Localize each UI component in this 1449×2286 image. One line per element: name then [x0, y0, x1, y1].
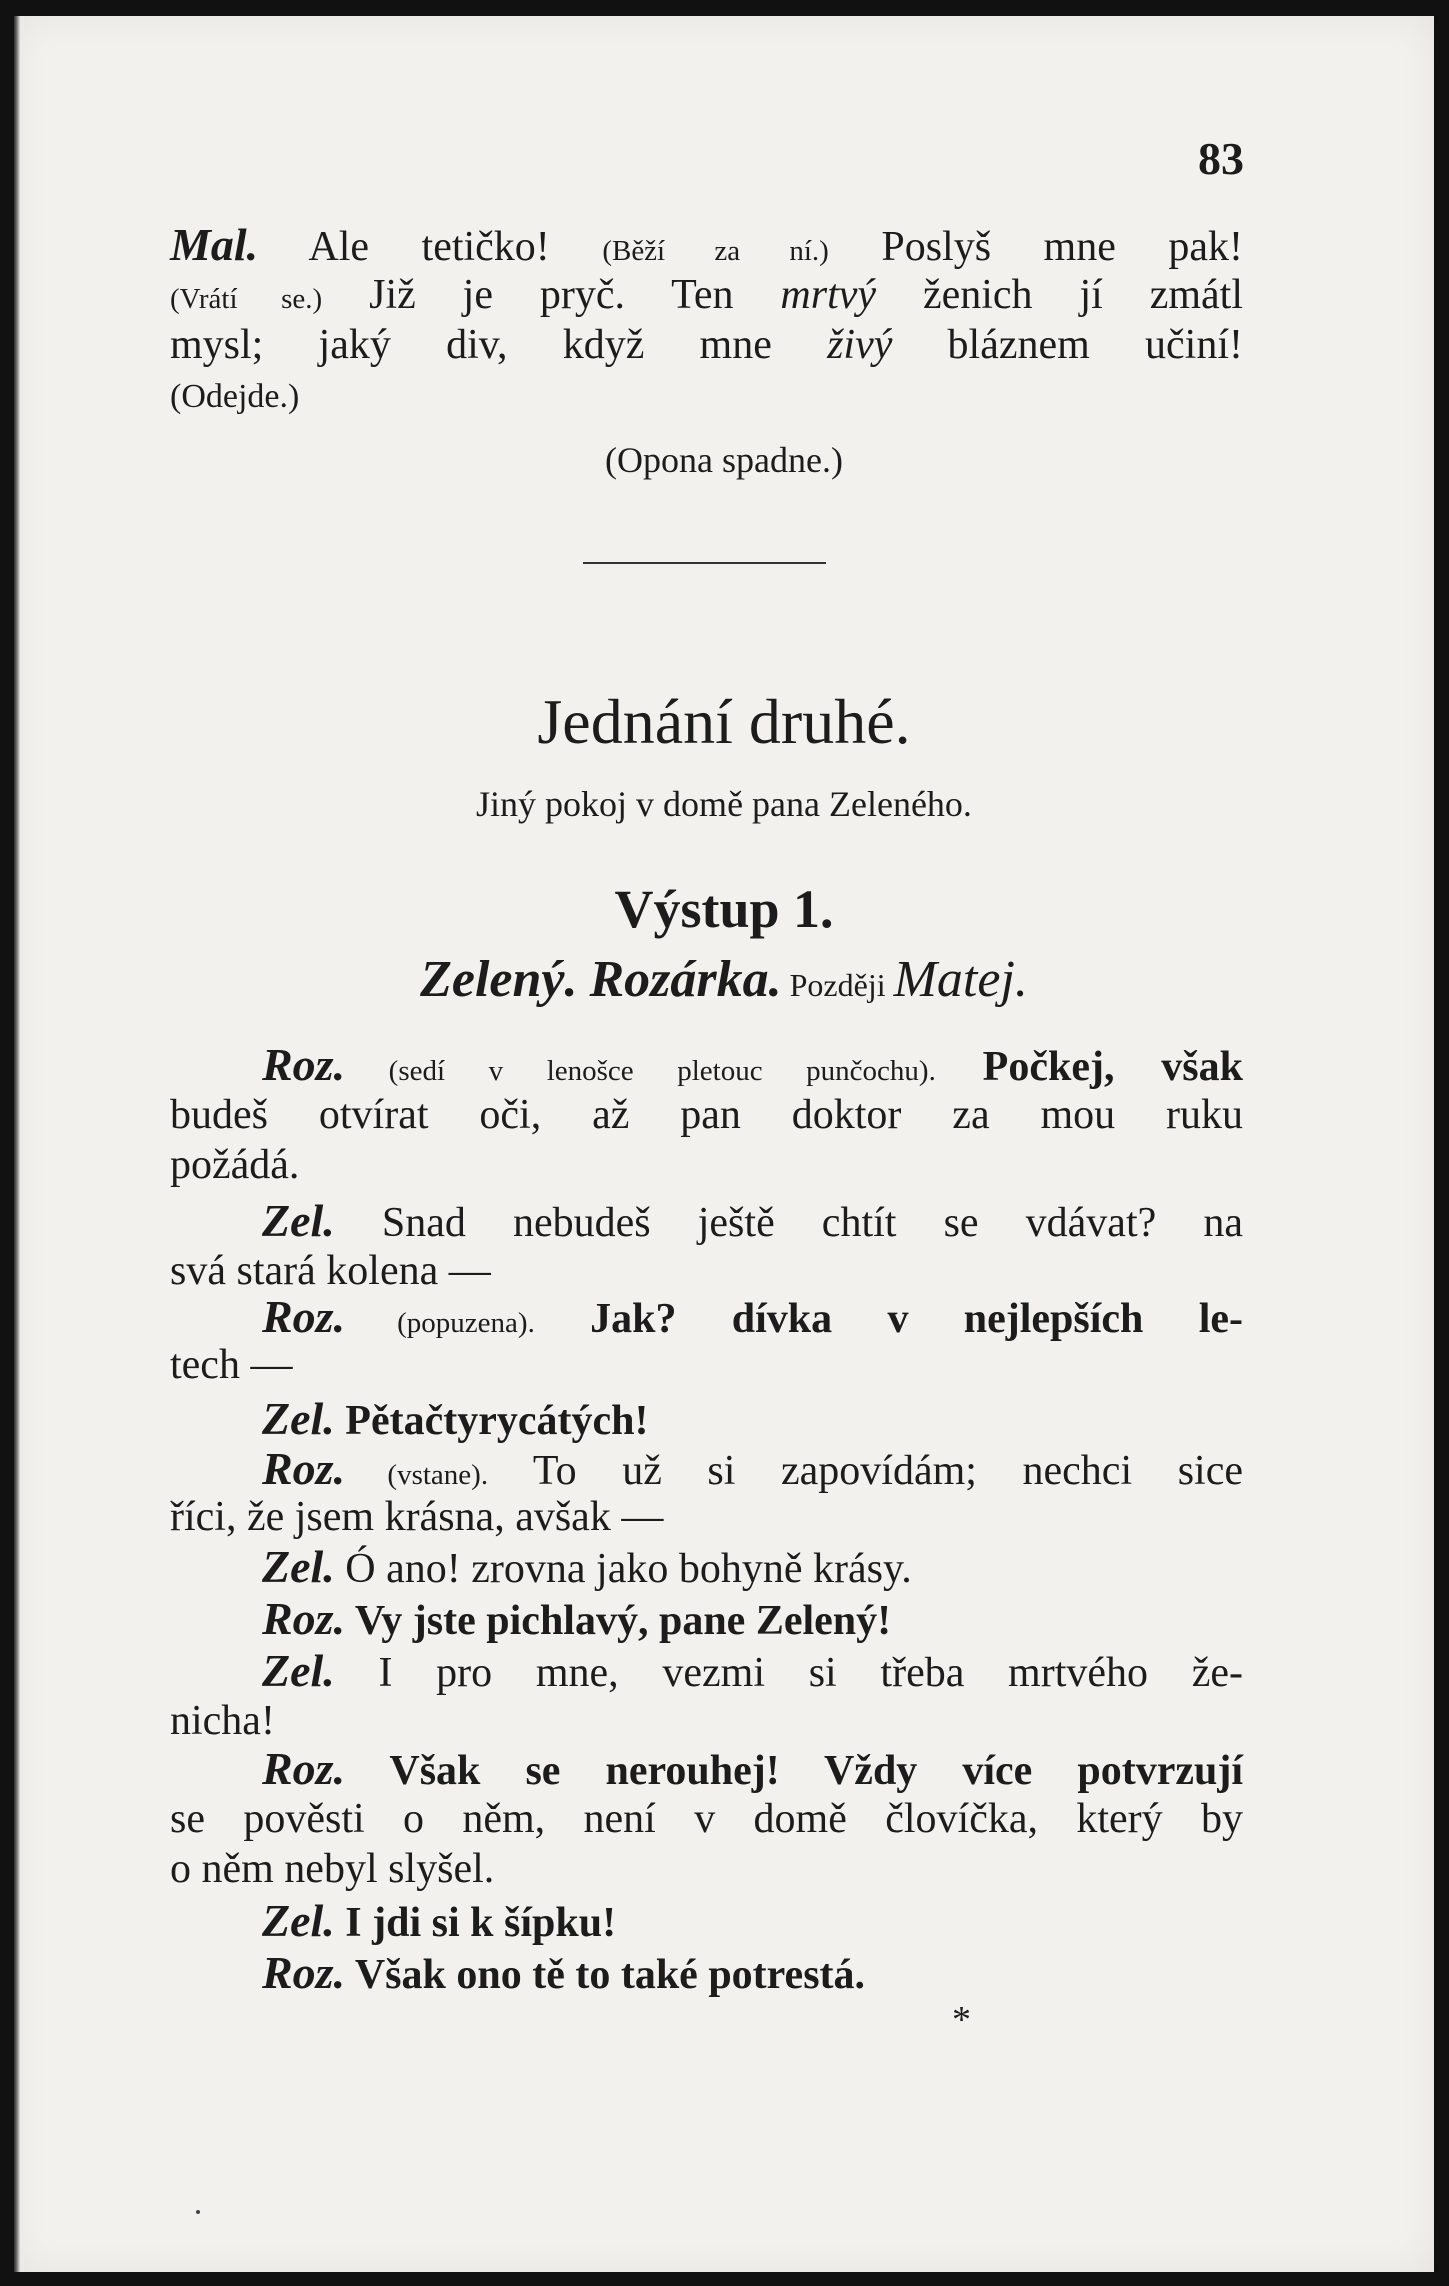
speaker-name: Roz.: [262, 1039, 346, 1090]
dialogue-line: tech —: [170, 1342, 293, 1388]
dialogue-line: Roz. (sedí v lenošce pletouc punčochu). Počkej, však: [262, 1039, 1243, 1090]
stage-direction: (Běží za ní.): [602, 235, 829, 267]
dialogue-line: budeš otvírat oči, až pan doktor za mou ruku: [170, 1092, 1243, 1138]
speaker-name: Roz.: [262, 1947, 346, 1998]
stage-direction: (Odejde.): [170, 378, 300, 415]
speaker-name: Zel.: [262, 1393, 335, 1444]
speaker-name: Roz.: [262, 1443, 346, 1494]
dialogue-line: mysl; jaký div, když mne živý bláznem učiní!: [170, 322, 1243, 368]
speaker-name: Zel.: [262, 1645, 335, 1696]
speaker-name: Roz.: [262, 1743, 346, 1794]
curtain-direction: (Opona spadne.): [605, 440, 843, 480]
page-number: 83: [1198, 133, 1244, 184]
dialogue-line: Roz. Však se nerouhej! Vždy více potvrzují: [262, 1743, 1243, 1794]
dialogue-line: Zel. Snad nebudeš ještě chtít se vdávat? na: [262, 1195, 1243, 1246]
speaker-name: Mal.: [170, 219, 259, 270]
speaker-name: Zel.: [262, 1541, 335, 1592]
speaker-name: Roz.: [262, 1593, 346, 1644]
page-left-edge: [14, 16, 20, 2272]
dialogue-line: Zel. Pětačtyrycátých!: [262, 1393, 649, 1444]
stage-direction: (Vrátí se.): [170, 283, 323, 315]
dialogue-line: Roz. Vy jste pichlavý, pane Zelený!: [262, 1593, 892, 1644]
dialogue-line: Zel. I pro mne, vezmi si třeba mrtvého že-: [262, 1645, 1243, 1696]
asterisk-mark: *: [952, 1999, 971, 2041]
book-page: [14, 16, 1434, 2272]
dialogue-line: svá stará kolena —: [170, 1248, 491, 1294]
speaker-name: Zel.: [262, 1195, 335, 1246]
cast-list: Zelený. Rozárka. Později Matej.: [420, 951, 1028, 1008]
stage-direction: (popuzena).: [345, 1307, 535, 1339]
stage-direction: (vstane).: [345, 1459, 489, 1491]
dialogue-line: říci, že jsem krásna, avšak —: [170, 1494, 664, 1540]
dialogue-line: Roz. (popuzena). Jak? dívka v nejlepších le-: [262, 1291, 1243, 1342]
dialogue-line: nicha!: [170, 1698, 275, 1744]
dialogue-line: Mal. Ale tetičko! (Běží za ní.) Poslyš mne pak!: [170, 219, 1243, 270]
act-title: Jednání druhé.: [537, 686, 911, 757]
scene-setting: Jiný pokoj v domě pana Zeleného.: [476, 784, 972, 824]
dialogue-line: Zel. Ó ano! zrovna jako bohyně krásy.: [262, 1541, 912, 1592]
stage-direction: (sedí v lenošce pletouc punčochu).: [345, 1055, 936, 1087]
section-divider: [583, 562, 826, 564]
scene-title: Výstup 1.: [614, 879, 834, 939]
speaker-name: Roz.: [262, 1291, 346, 1342]
speaker-name: Zel.: [262, 1895, 335, 1946]
dialogue-line: požádá.: [170, 1142, 300, 1188]
ink-speck: [196, 2210, 200, 2214]
dialogue-line: Zel. I jdi si k šípku!: [262, 1895, 617, 1946]
dialogue-line: Roz. (vstane). To už si zapovídám; nechci sice: [262, 1443, 1243, 1494]
dialogue-line: se pověsti o něm, není v domě človíčka, který by: [170, 1796, 1243, 1842]
dialogue-line: o něm nebyl slyšel.: [170, 1846, 495, 1892]
dialogue-line: Roz. Však ono tě to také potrestá.: [262, 1947, 866, 1998]
dialogue-line: (Vrátí se.) Již je pryč. Ten mrtvý ženich jí zmátl: [170, 272, 1243, 318]
